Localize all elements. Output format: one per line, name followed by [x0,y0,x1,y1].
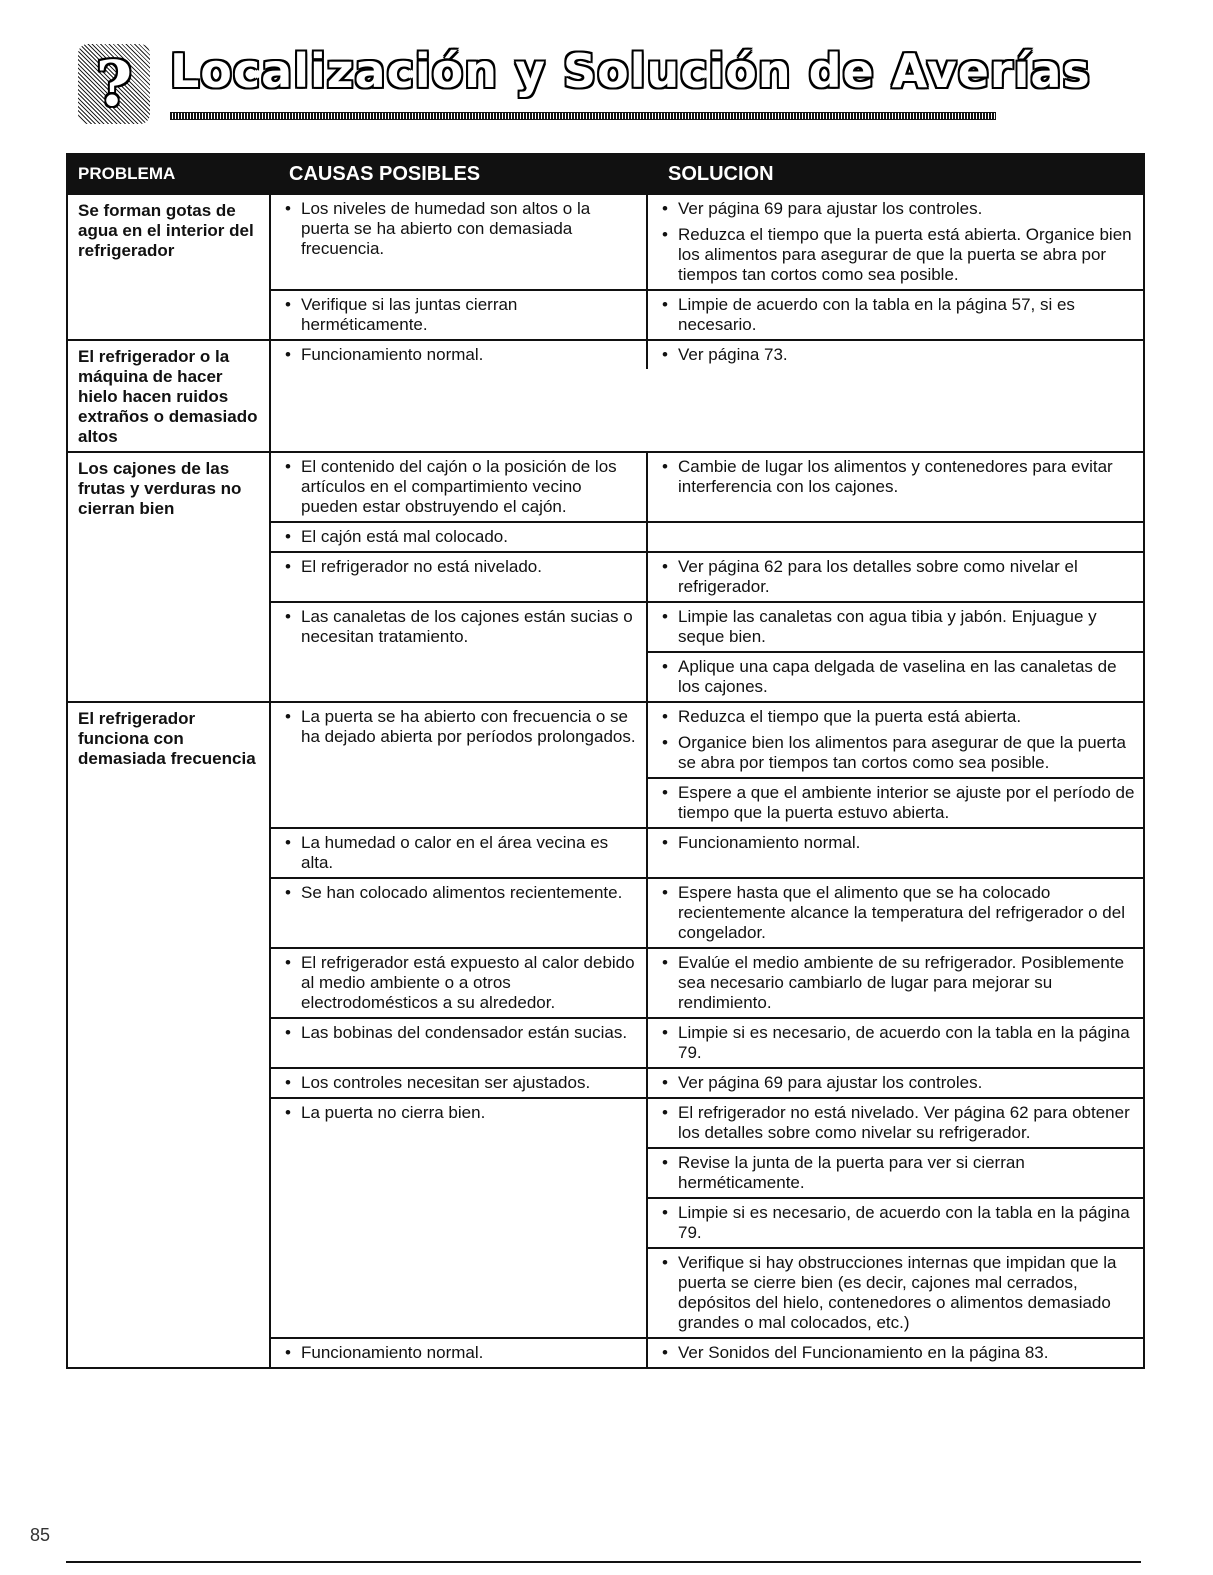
solution-item: • Cambie de lugar los alimentos y contenedores para evitar interferencia con los cajones. [660,457,1135,497]
solution-item: • Espere hasta que el alimento que se ha colocado recientemente alcance la temperatura del refrigerador o del congelador. [660,883,1135,943]
table-row [271,1019,1143,1069]
column-header-problem: PROBLEMA [78,164,176,183]
cause-item: • Funcionamiento normal. [283,1343,638,1363]
cause-item: • La humedad o calor en el área vecina es alta. [283,833,638,873]
solution-cell [648,1069,1143,1097]
solution-block [648,1339,1143,1367]
solution-cell [648,1099,1143,1337]
problem-group [68,341,1143,453]
solution-cell [648,703,1143,827]
solution-cell [648,553,1143,601]
solution-block [648,1249,1143,1337]
solution-block [648,1099,1143,1149]
problem-label: Se forman gotas de agua en el interior del refrigerador [68,195,271,339]
table-row [271,703,1143,829]
problem-group [68,195,1143,341]
table-row [271,1339,1143,1367]
troubleshooting-table [66,153,1145,1369]
table-row [271,195,1143,291]
solution-block [648,603,1143,653]
cause-rows [271,453,1143,701]
solution-cell [648,949,1143,1017]
solution-item: • Limpie de acuerdo con la tabla en la página 57, si es necesario. [660,295,1135,335]
table-row [271,553,1143,603]
cause-cell [271,195,648,289]
cause-item: • El refrigerador está expuesto al calor debido al medio ambiente o a otros electrodomésticos a su alrededor. [283,953,638,1013]
solution-block [648,1149,1143,1199]
cause-cell [271,1099,648,1337]
solution-cell [648,341,1143,369]
cause-item: • El refrigerador no está nivelado. [283,557,638,577]
cause-rows [271,703,1143,1367]
solution-cell [648,1339,1143,1367]
table-row [271,1099,1143,1339]
table-row [271,523,1143,553]
cause-item: • Se han colocado alimentos recientemente. [283,883,638,903]
solution-block [648,291,1143,339]
solution-block [648,829,1143,857]
solution-item: • Revise la junta de la puerta para ver si cierran herméticamente. [660,1153,1135,1193]
solution-block [648,523,1143,531]
problem-label: Los cajones de las frutas y verduras no cierran bien [68,453,271,701]
solution-block [648,453,1143,501]
solution-block [648,1199,1143,1249]
solution-item: • Espere a que el ambiente interior se ajuste por el período de tiempo que la puerta estuvo abierta. [660,783,1135,823]
solution-cell [648,453,1143,521]
solution-block [648,1019,1143,1067]
problem-group [68,453,1143,703]
page-header [78,40,1148,130]
solution-cell [648,829,1143,877]
cause-cell [271,1339,648,1367]
cause-rows [271,195,1143,339]
solution-cell [648,291,1143,339]
cause-item: • Los niveles de humedad son altos o la puerta se ha abierto con demasiada frecuencia. [283,199,638,259]
solution-item: • Ver página 62 para los detalles sobre como nivelar el refrigerador. [660,557,1135,597]
table-row [271,949,1143,1019]
cause-cell [271,1019,648,1067]
cause-cell [271,703,648,827]
problem-label: El refrigerador o la máquina de hacer hielo hacen ruidos extraños o demasiado altos [68,341,271,451]
title-underline [170,112,996,120]
solution-block [648,1069,1143,1097]
column-header-solution: SOLUCION [668,162,774,185]
solution-block [648,779,1143,827]
cause-item: • Las bobinas del condensador están sucias. [283,1023,638,1043]
cause-cell [271,523,648,551]
solution-item: • Reduzca el tiempo que la puerta está abierta. [660,707,1135,727]
cause-cell [271,1069,648,1097]
table-row [271,453,1143,523]
solution-cell [648,603,1143,701]
solution-item: • Organice bien los alimentos para asegurar de que la puerta se abra por tiempos tan cortos como sea posible. [660,733,1135,773]
solution-block [648,341,1143,369]
cause-item: • El contenido del cajón o la posición de los artículos en el compartimiento vecino pueden estar obstruyendo el cajón. [283,457,638,517]
solution-item: • Aplique una capa delgada de vaselina en las canaletas de los cajones. [660,657,1135,697]
page-number: 85 [30,1525,51,1545]
solution-item: • Reduzca el tiempo que la puerta está abierta. Organice bien los alimentos para asegurar de que la puerta se abra por tiempos tan cortos como sea posible. [660,225,1135,285]
solution-cell [648,1019,1143,1067]
solution-item: • Limpie si es necesario, de acuerdo con la tabla en la página 79. [660,1023,1135,1063]
solution-item: • Evalúe el medio ambiente de su refrigerador. Posiblemente sea necesario cambiarlo de lugar para mejorar su rendimiento. [660,953,1135,1013]
cause-cell [271,879,648,947]
solution-cell [648,879,1143,947]
page-title: Localización y Solución de Averías [170,44,1091,98]
table-row [271,291,1143,339]
problem-label: El refrigerador funciona con demasiada frecuencia [68,703,271,1367]
cause-cell [271,949,648,1017]
cause-item: • Funcionamiento normal. [283,345,638,365]
cause-item: • Verifique si las juntas cierran herméticamente. [283,295,638,335]
table-body [68,195,1143,1367]
solution-item: • Limpie las canaletas con agua tibia y jabón. Enjuague y seque bien. [660,607,1135,647]
cause-item: • La puerta no cierra bien. [283,1103,638,1123]
solution-item: • Limpie si es necesario, de acuerdo con la tabla en la página 79. [660,1203,1135,1243]
solution-block [648,879,1143,947]
solution-cell [648,195,1143,289]
table-row [271,341,1143,369]
cause-cell [271,829,648,877]
table-row [271,879,1143,949]
cause-item: • Los controles necesitan ser ajustados. [283,1073,638,1093]
cause-cell [271,341,648,369]
cause-cell [271,453,648,521]
cause-item: • El cajón está mal colocado. [283,527,638,547]
cause-rows [271,341,1143,451]
solution-item: • Ver página 69 para ajustar los controles. [660,1073,1135,1093]
solution-block [648,703,1143,779]
table-row [271,603,1143,701]
footer-rule [66,1561,1141,1563]
solution-item: • Funcionamiento normal. [660,833,1135,853]
question-mark-icon: ? [78,44,150,124]
solution-block [648,195,1143,289]
cause-item: • La puerta se ha abierto con frecuencia o se ha dejado abierta por períodos prolongados. [283,707,638,747]
solution-item: • Ver página 73. [660,345,1135,365]
solution-cell [648,523,1143,551]
cause-cell [271,291,648,339]
solution-item: • Ver Sonidos del Funcionamiento en la página 83. [660,1343,1135,1363]
cause-item: • Las canaletas de los cajones están sucias o necesitan tratamiento. [283,607,638,647]
solution-item: • El refrigerador no está nivelado. Ver página 62 para obtener los detalles sobre como nivelar su refrigerador. [660,1103,1135,1143]
solution-item: • Verifique si hay obstrucciones internas que impidan que la puerta se cierre bien (es decir, cajones mal cerrados, depósitos del hielo, contenedores o alimentos demasiado grandes o mal colocados, etc.) [660,1253,1135,1333]
solution-block [648,553,1143,601]
solution-block [648,949,1143,1017]
column-header-causes: CAUSAS POSIBLES [289,162,481,185]
table-header [68,153,1143,195]
table-row [271,1069,1143,1099]
cause-cell [271,603,648,701]
problem-group [68,703,1143,1367]
cause-cell [271,553,648,601]
solution-block [648,653,1143,701]
solution-item: • Ver página 69 para ajustar los controles. [660,199,1135,219]
table-row [271,829,1143,879]
